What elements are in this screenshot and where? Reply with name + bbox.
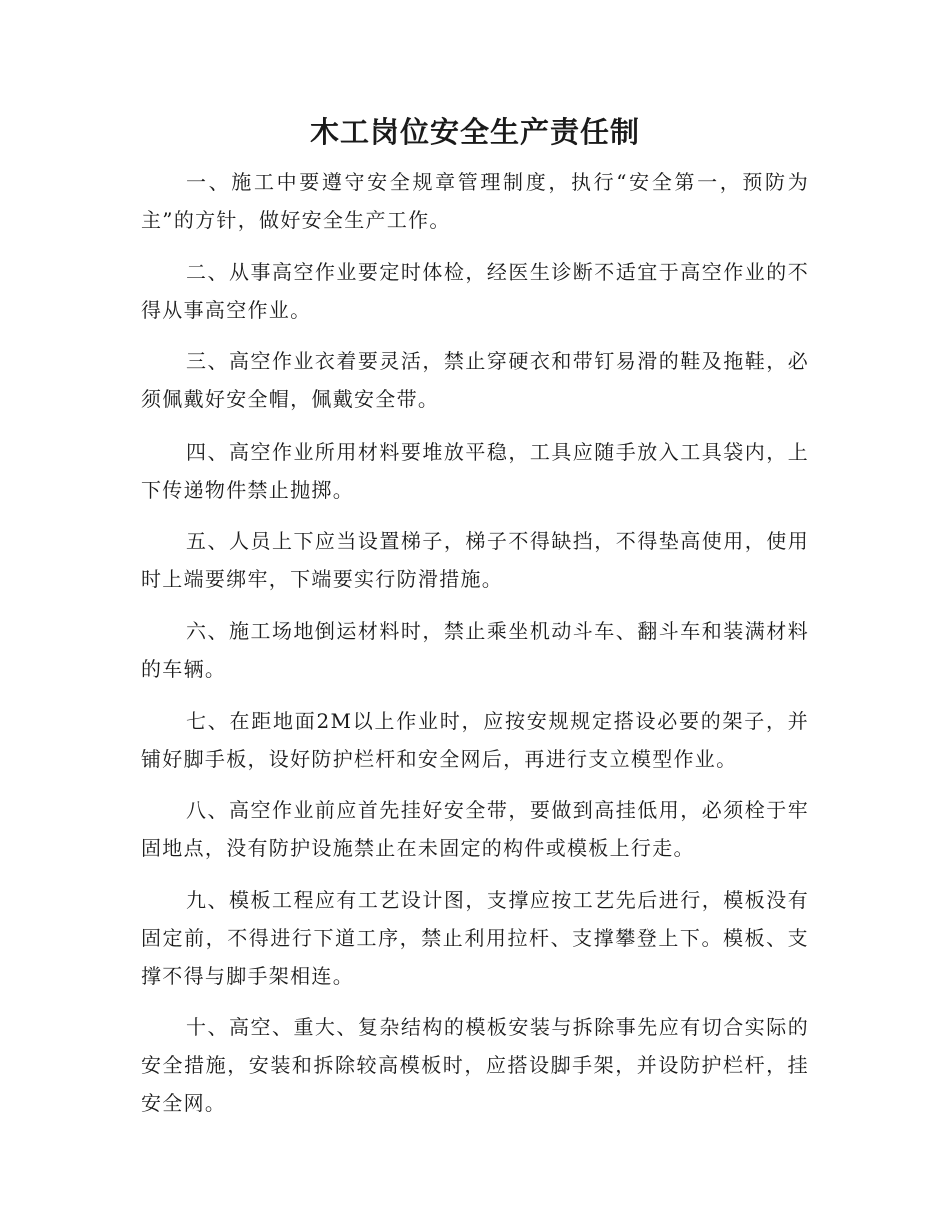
paragraph-3: 三、高空作业衣着要灵活，禁止穿硬衣和带钉易滑的鞋及拖鞋，必须佩戴好安全帽，佩戴安全带。 [141, 349, 809, 411]
paragraph-6: 六、施工场地倒运材料时，禁止乘坐机动斗车、翻斗车和装满材料的车辆。 [141, 619, 809, 681]
document-title: 木工岗位安全生产责任制 [309, 115, 640, 149]
paragraph-2: 二、从事高空作业要定时体检，经医生诊断不适宜于高空作业的不得从事高空作业。 [141, 260, 809, 322]
paragraph-4: 四、高空作业所用材料要堆放平稳，工具应随手放入工具袋内，上下传递物件禁止抛掷。 [141, 440, 809, 502]
paragraph-7: 七、在距地面2M以上作业时，应按安规规定搭设必要的架子，并铺好脚手板，设好防护栏杆和安全网后，再进行支立模型作业。 [141, 709, 809, 771]
paragraph-8: 八、高空作业前应首先挂好安全带，要做到高挂低用，必须栓于牢固地点，没有防护设施禁止在未固定的构件或模板上行走。 [141, 798, 809, 860]
paragraph-5: 五、人员上下应当设置梯子，梯子不得缺挡，不得垫高使用，使用时上端要绑牢，下端要实行防滑措施。 [141, 529, 809, 591]
paragraph-1: 一、施工中要遵守安全规章管理制度，执行“安全第一，预防为主”的方针，做好安全生产工作。 [141, 170, 809, 232]
paragraph-10: 十、高空、重大、复杂结构的模板安装与拆除事先应有切合实际的安全措施，安装和拆除较高模板时，应搭设脚手架，并设防护栏杆，挂安全网。 [141, 1015, 809, 1115]
paragraph-9: 九、模板工程应有工艺设计图，支撑应按工艺先后进行，模板没有固定前，不得进行下道工序，禁止利用拉杆、支撑攀登上下。模板、支撑不得与脚手架相连。 [141, 888, 809, 988]
